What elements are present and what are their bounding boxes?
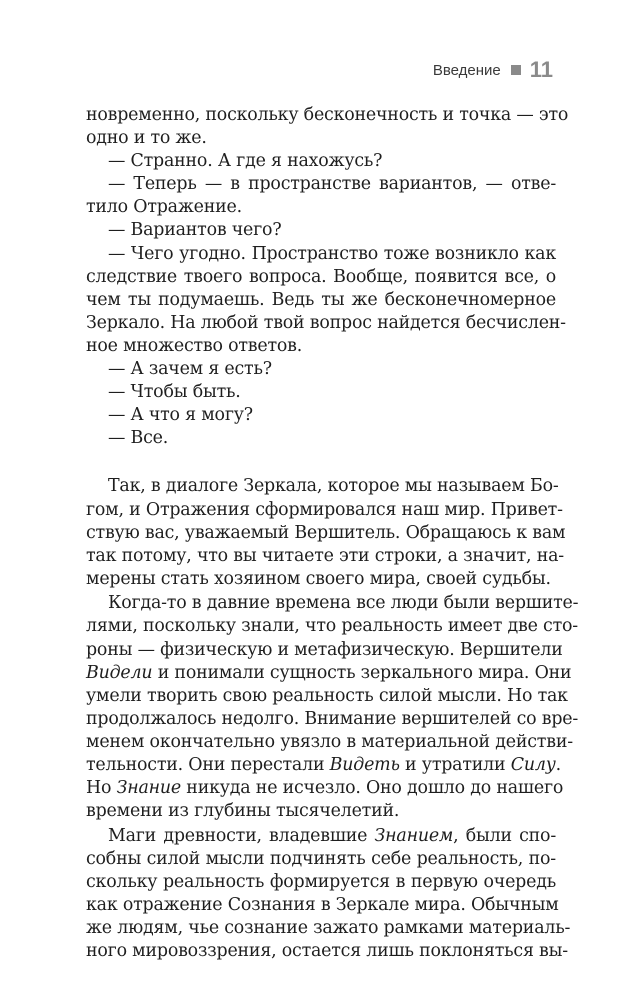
dialogue-line: — Вариантов чего? bbox=[108, 220, 282, 241]
dialogue-line: — А что я могу? bbox=[108, 405, 253, 426]
paragraph-start: Когда-то в давние времена все люди были вершите- bbox=[108, 593, 579, 614]
dialogue-line: — Чего угодно. Пространство тоже возникло как bbox=[108, 243, 556, 264]
section-title: Введение bbox=[432, 61, 501, 79]
paragraph-start: Так, в диалоге Зеркала, которое мы называем Бо- bbox=[108, 476, 559, 497]
text-line: скольку реальность формируется в первую очередь bbox=[86, 872, 556, 892]
text-segment: и понимали сущность зеркального мира. Они bbox=[152, 662, 572, 683]
text-line: следствие твоего вопроса. Вообще, появится все, о bbox=[86, 266, 556, 287]
text-line: умели творить свою реальность силой мысли. Но так bbox=[86, 685, 568, 706]
text-segment: никуда не исчезло. Оно дошло до нашего bbox=[180, 778, 564, 799]
text-line: мерены стать хозяином своего мира, своей судьбы. bbox=[86, 568, 551, 589]
text-line: ствую вас, уважаемый Вершитель. Обращаюсь к вам bbox=[86, 522, 566, 543]
dialogue-line: — Теперь — в пространстве вариантов, — отве- bbox=[108, 174, 556, 195]
text-segment: Но bbox=[86, 778, 117, 799]
italic-word: Знание bbox=[116, 778, 181, 799]
text-line: чем ты подумаешь. Ведь ты же бесконечномерное bbox=[86, 289, 556, 310]
text-segment: и утратили bbox=[399, 755, 511, 776]
dialogue-line: — Все. bbox=[108, 428, 169, 449]
text-line bbox=[86, 754, 561, 777]
text-line: Зеркало. На любой твой вопрос найдется бесчислен- bbox=[86, 312, 566, 333]
text-line: же людям, чье сознание зажато рамками материаль- bbox=[86, 918, 571, 939]
dialogue-line: — Чтобы быть. bbox=[108, 382, 241, 403]
dialogue-line: — Странно. А где я нахожусь? bbox=[108, 151, 383, 172]
section-gap bbox=[86, 450, 556, 475]
running-header bbox=[433, 57, 553, 83]
page-number: 11 bbox=[529, 57, 553, 82]
paragraph-start bbox=[86, 825, 556, 848]
text-segment: . bbox=[555, 755, 561, 776]
text-line: новременно, поскольку бесконечность и точка — это bbox=[86, 105, 569, 125]
italic-word: Видели bbox=[86, 662, 153, 683]
text-line: лями, поскольку знали, что реальность имеет две сто- bbox=[86, 616, 578, 637]
text-line: менем окончательно увязло в материальной действи- bbox=[86, 731, 573, 752]
text-line: ного мировоззрения, остается лишь поклоняться вы- bbox=[86, 941, 568, 962]
text-segment: Маги древности, владевшие bbox=[108, 825, 375, 846]
separator-square bbox=[511, 65, 521, 75]
text-line: одно и то же. bbox=[86, 128, 207, 149]
text-segment: , были спо- bbox=[453, 825, 556, 846]
text-line bbox=[86, 662, 572, 685]
text-line: собны силой мысли подчинять себе реальность, по- bbox=[86, 848, 556, 869]
text-line: тило Отражение. bbox=[86, 197, 242, 218]
text-line: так потому, что вы читаете эти строки, а значит, на- bbox=[86, 545, 564, 566]
text-line: продолжалось недолго. Внимание вершителей со вре- bbox=[86, 708, 579, 729]
text-segment: тельности. Они перестали bbox=[86, 755, 330, 776]
text-line: ное множество ответов. bbox=[86, 335, 303, 356]
text-line: времени из глубины тысячелетий. bbox=[86, 801, 400, 822]
italic-word: Силу bbox=[510, 755, 556, 776]
text-line: роны — физическую и метафизическую. Вершители bbox=[86, 639, 563, 660]
text-line bbox=[86, 777, 564, 800]
italic-word: Знанием bbox=[374, 825, 454, 846]
text-line: гом, и Отражения сформировался наш мир. Привет- bbox=[86, 499, 563, 520]
dialogue-line: — А зачем я есть? bbox=[108, 359, 272, 380]
text-line: как отражение Сознания в Зеркале мира. Обычным bbox=[86, 895, 559, 916]
page-body bbox=[86, 104, 579, 963]
italic-word: Видеть bbox=[329, 755, 400, 776]
